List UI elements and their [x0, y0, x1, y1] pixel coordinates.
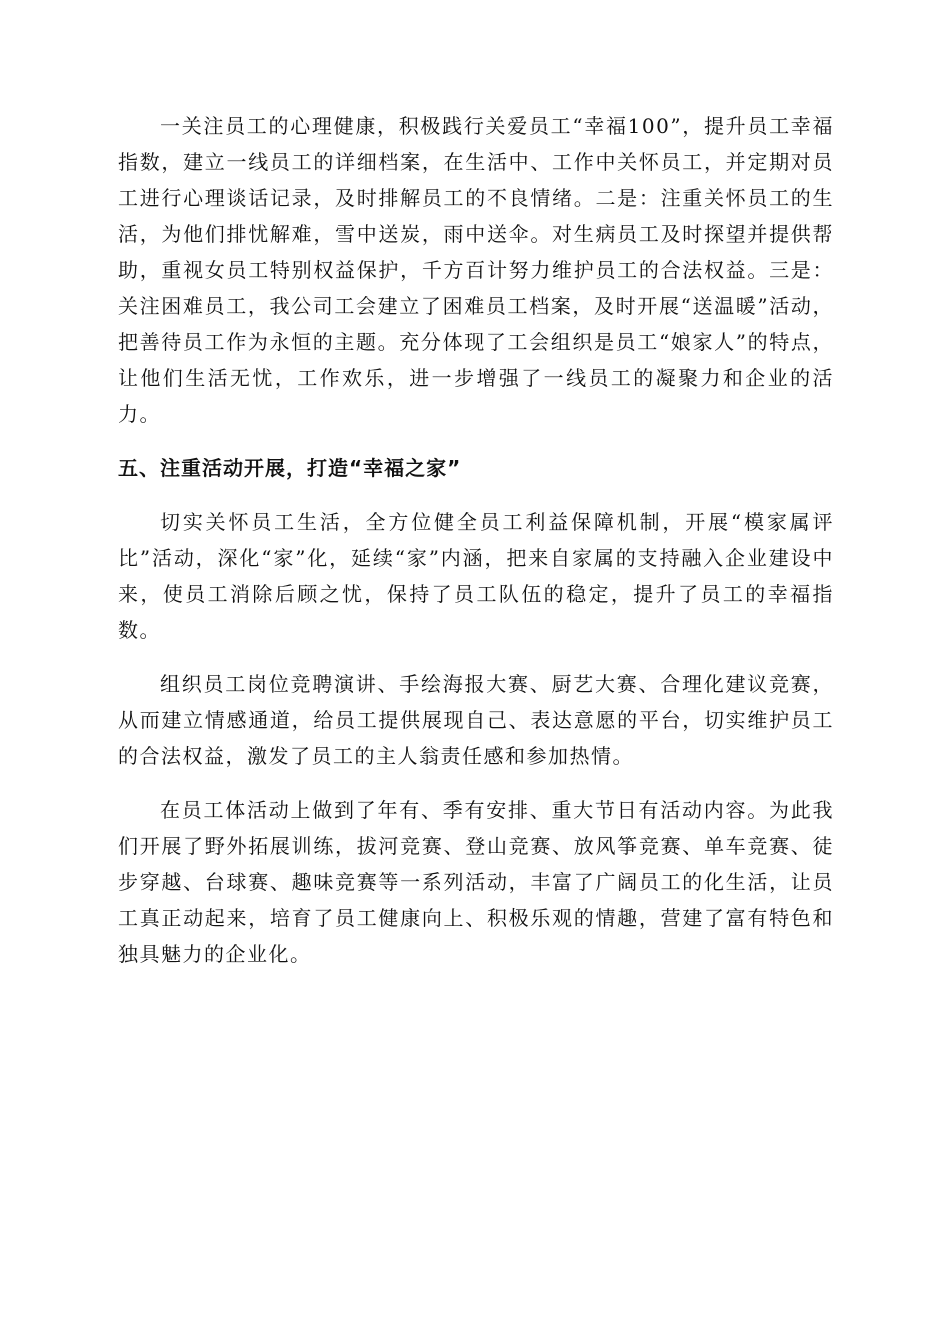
section-heading-five: 五、注重活动开展，打造“幸福之家” — [118, 456, 462, 480]
paragraph-sports-activities: 在员工体活动上做到了年有、季有安排、重大节日有活动内容。为此我们开展了野外拓展训练，拔河竞赛、登山竞赛、放风筝竞赛、单车竞赛、徒步穿越、台球赛、趣味竞赛等一系列活动，丰富了广阔员工的化生活，让员工真正动起来，培育了员工健康向上、积极乐观的情趣，营建了富有特色和独具魅力的企业化。 — [118, 798, 834, 966]
paragraph-family-activities: 切实关怀员工生活，全方位健全员工利益保障机制，开展“模家属评比”活动，深化“家”化，延续“家”内涵，把来自家属的支持融入企业建设中来，使员工消除后顾之忧，保持了员工队伍的稳定，提升了员工的幸福指数。 — [118, 510, 834, 642]
document-body — [118, 108, 834, 990]
paragraph-competitions: 组织员工岗位竞聘演讲、手绘海报大赛、厨艺大赛、合理化建议竞赛，从而建立情感通道，给员工提供展现自己、表达意愿的平台，切实维护员工的合法权益，激发了员工的主人翁责任感和参加热情。 — [118, 672, 834, 768]
paragraph-employee-care: 一关注员工的心理健康，积极践行关爱员工“幸福100”，提升员工幸福指数，建立一线员工的详细档案，在生活中、工作中关怀员工，并定期对员工进行心理谈话记录，及时排解员工的不良情绪。二是：注重关怀员工的生活，为他们排忧解难，雪中送炭，雨中送伞。对生病员工及时探望并提供帮助，重视女员工特别权益保护，千方百计努力维护员工的合法权益。三是：关注困难员工，我公司工会建立了困难员工档案，及时开展“送温暖”活动，把善待员工作为永恒的主题。充分体现了工会组织是员工“娘家人”的特点，让他们生活无忧，工作欢乐，进一步增强了一线员工的凝聚力和企业的活力。 — [118, 114, 834, 426]
